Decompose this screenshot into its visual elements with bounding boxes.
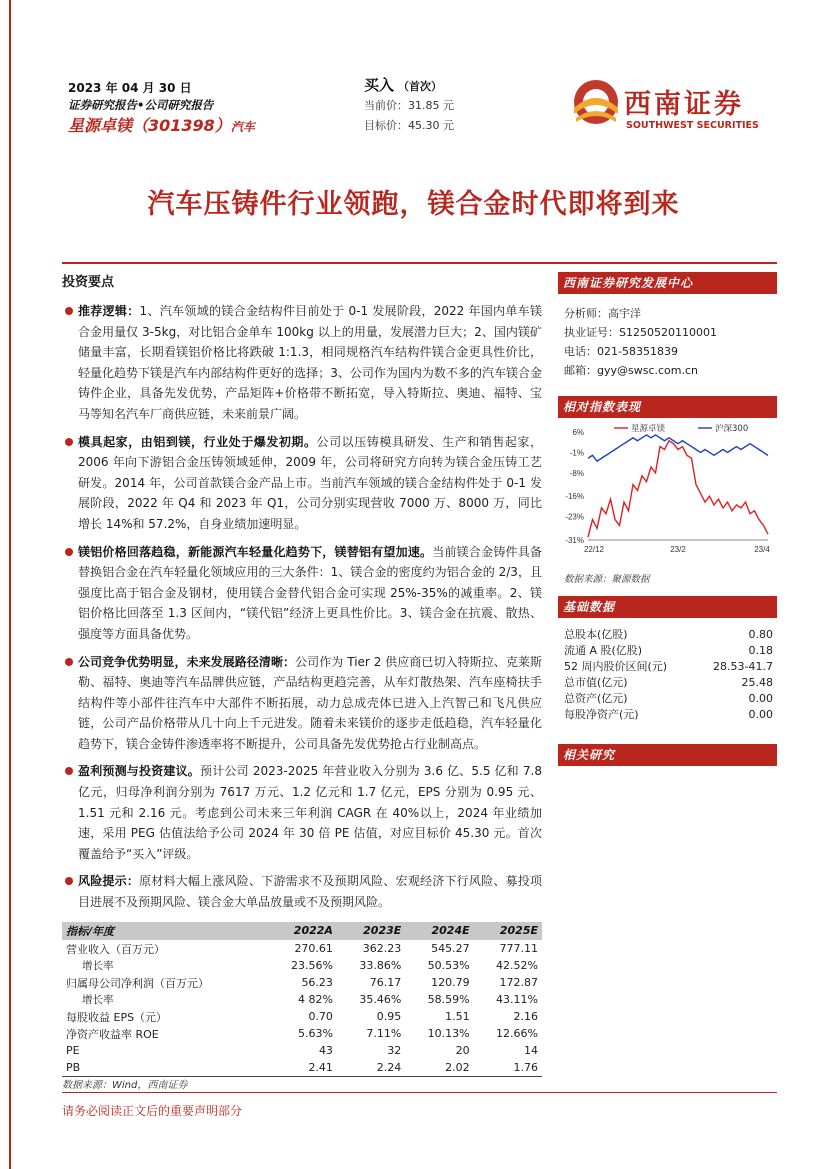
cell: 20 [455, 1044, 470, 1057]
logo-en-text: SOUTHWEST SECURITIES [626, 120, 759, 131]
cell: 270.61 [294, 942, 333, 956]
cell: 43.11% [496, 993, 538, 1006]
cell: 545.27 [431, 942, 470, 956]
cell: 7.11% [366, 1027, 402, 1040]
table-row [62, 1042, 542, 1059]
bullet-earnings-forecast: 盈利预测与投资建议。预计公司 2023-2025 年营业收入分别为 3.6 亿、5.5 亿和 7.8 亿元，归母净利润分别为 7617 万元、1.2 亿元和 1.7 亿元，EPS 分别为 0.95 元、1.51 元和 2.16 元。考虑到公司未来三年利润 CAGR 在 40%以上，2024 年业绩加速，采用 PEG 估值法给予公司 2024 年 30 倍 PE 估值，对应目标价 45.30 元。首次覆盖给予“买入”评级。 [62, 761, 542, 864]
left-margin-rule [9, 0, 11, 1169]
rating-note: （首次） [398, 80, 443, 93]
cell: 0.95 [376, 1010, 402, 1023]
bullet-competitive-advantage: 公司竞争优势明显，未来发展路径清晰：公司作为 Tier 2 供应商已切入特斯拉、克莱斯勒、福特、奥迪等汽车品牌供应链，产品结构更趋完善，从车灯散热架、汽车座椅扶手结构件等小部件往汽车中大部件不断拓展，动力总成壳体已进入上汽智己和飞凡供应链，公司产品价格带从几十向上千元进发。随着未来镁价的逐步走低趋稳，汽车轻量化趋势下，镁合金铸件渗透率将不断提升，公司具备先发优势抢占行业制高点。 [62, 652, 542, 755]
bullet-dot-icon [65, 438, 73, 446]
basic-data-bar: 基础数据 [558, 596, 777, 618]
cell: 58.59% [427, 993, 470, 1006]
table-row [558, 690, 777, 706]
report-header [68, 80, 328, 138]
x-tick-label: 22/12 [583, 545, 605, 554]
company-logo [572, 76, 802, 136]
row-label: 每股收益 EPS（元） [66, 1010, 168, 1024]
cell: 12.66% [496, 1027, 538, 1040]
stock-title [68, 114, 328, 138]
table-row [558, 626, 777, 642]
bullet-dot-icon [65, 658, 73, 666]
x-tick-label: 23/2 [670, 545, 686, 554]
y-tick-label: 6% [572, 428, 584, 437]
basic-data-table [558, 626, 777, 722]
table-row [558, 706, 777, 722]
data-value: 0.00 [748, 691, 773, 705]
analyst-info [558, 294, 777, 380]
cell: 1.51 [445, 1010, 470, 1023]
bullet-risk-warning: 风险提示：原材料大幅上涨风险、下游需求不及预期风险、宏观经济下行风险、募投项目进展不及预期风险、镁合金大单品放量或不及预期风险。 [62, 871, 542, 912]
cell: 43 [318, 1044, 333, 1057]
table-row [62, 1059, 542, 1076]
column-header: 2024E [405, 922, 473, 940]
y-tick-label: -1% [569, 448, 584, 458]
data-value: 0.18 [748, 643, 773, 657]
analyst-cert: 执业证号：S1250520110001 [564, 326, 717, 339]
data-value: 25.48 [741, 675, 773, 689]
data-key: 流通 A 股(亿股) [564, 644, 643, 657]
table-row [558, 658, 777, 674]
report-date: 2023 年 04 月 30 日 [68, 81, 192, 95]
analyst-email[interactable]: 邮箱：gyy@swsc.com.cn [564, 364, 699, 377]
bullet-dot-icon [65, 307, 73, 315]
cell: 2.16 [513, 1010, 538, 1023]
data-value: 28.53-41.7 [713, 659, 773, 673]
cell: 4 82% [297, 993, 333, 1006]
related-research-bar: 相关研究 [558, 744, 777, 766]
current-price: 当前价：31.85 元 [364, 99, 454, 112]
y-tick-label: -16% [565, 492, 584, 502]
y-tick-label: -8% [569, 468, 584, 478]
analyst-phone: 电话：021-58351839 [564, 345, 678, 358]
x-tick-label: 23/4 [754, 545, 770, 554]
data-key: 总市值(亿元) [564, 676, 628, 689]
table-row [62, 1025, 542, 1042]
relative-index-bar: 相对指数表现 [558, 396, 777, 418]
cell: 1.76 [474, 1059, 542, 1076]
report-headline: 汽车压铸件行业领跑，镁合金时代即将到来 [147, 189, 680, 220]
cell: 120.79 [431, 976, 470, 989]
row-label: 净资产收益率 ROE [66, 1027, 159, 1041]
bullet-dot-icon [65, 877, 73, 885]
analyst-name: 分析师：高宇洋 [564, 307, 641, 320]
target-price: 目标价：45.30 元 [364, 119, 454, 132]
row-label: PB [62, 1059, 269, 1076]
cell: 50.53% [427, 959, 470, 972]
cell: 10.13% [427, 1027, 470, 1040]
data-value: 0.80 [748, 627, 773, 641]
sidebar [558, 272, 777, 766]
table-row [62, 940, 542, 957]
column-header: 2023E [337, 922, 405, 940]
cell: 23.56% [290, 959, 333, 972]
rating-value: 买入 [364, 76, 395, 94]
bullet-recommendation-logic: 推荐逻辑：1、汽车领域的镁合金结构件目前处于 0-1 发展阶段，2022 年国内单车镁合金用量仅 3-5kg，对比铝合金单车 100kg 以上的用量，发展潜力巨大；2、国内镁矿储量丰富，长期看镁铝价格比将跌破 1:1.3，相同规格汽车结构件镁合金更具性价比，轻量化趋势下镁是汽车内部结构件更好的选择；3、公司作为国内为数不多的汽车镁合金铸件企业，具备先发优势，产品矩阵+价格带不断拓宽，导入特斯拉、奥迪、福特、宝马等知名汽车厂商供应链，未来前景广阔。 [62, 301, 542, 425]
relative-index-chart [558, 422, 777, 572]
stock-name: 星源卓镁（301398） [68, 116, 231, 135]
table-row [62, 957, 542, 974]
cell: 42.52% [496, 959, 538, 972]
bullet-dot-icon [65, 548, 73, 556]
forecast-source: 数据来源：Wind，西南证券 [62, 1080, 188, 1091]
data-key: 52 周内股价区间(元) [564, 660, 668, 673]
legend-label: 星源卓镁 [631, 424, 666, 434]
data-value: 0.00 [748, 707, 773, 721]
cell: 5.63% [297, 1027, 333, 1040]
cell: 35.46% [359, 993, 402, 1006]
top-divider [62, 262, 777, 264]
cell: 76.17 [369, 976, 402, 989]
table-row [558, 642, 777, 658]
cell: 0.70 [308, 1010, 333, 1023]
column-header: 2022A [269, 922, 337, 940]
column-header: 指标/年度 [62, 922, 269, 940]
bullet-magnesium-price: 镁铝价格回落趋稳，新能源汽车轻量化趋势下，镁替铝有望加速。当前镁合金铸件具备替换铝合金在汽车轻量化领域应用的三大条件：1、镁合金的密度约为铝合金的 2/3，且强度比高于铝合金及钢材，使用镁合金替代铝合金可实现 25%-35%的减重率。2、镁铝价格比回落至 1.3 区间内，“镁代铝”经济上更具性价比。3、镁合金在抗震、散热、强度等方面具备优势。 [62, 542, 542, 645]
cell: 777.11 [499, 942, 538, 956]
y-tick-label: -31% [565, 536, 584, 545]
series-line-index [588, 435, 768, 461]
cell: 362.23 [362, 942, 402, 956]
research-center-bar: 西南证券研究发展中心 [558, 272, 777, 294]
data-key: 总股本(亿股) [564, 628, 628, 641]
data-key: 每股净资产(元) [564, 708, 639, 721]
cell: 32 [387, 1044, 402, 1057]
row-label: 增长率 [82, 960, 114, 972]
series-line-stock [588, 441, 768, 537]
data-key: 总资产(亿元) [564, 692, 628, 705]
cell: 2.02 [405, 1059, 473, 1076]
report-type: 证券研究报告•公司研究报告 [68, 98, 214, 112]
relative-index-svg [558, 422, 777, 572]
cell: 33.86% [359, 959, 402, 972]
row-label: 增长率 [82, 994, 114, 1006]
forecast-table [62, 922, 542, 1077]
industry-label: 汽车 [230, 120, 255, 134]
table-row [62, 991, 542, 1008]
rating-block [364, 74, 524, 136]
cell: 2.41 [269, 1059, 337, 1076]
table-row [62, 1008, 542, 1025]
row-label: PE [66, 1044, 80, 1057]
investment-highlights [62, 272, 542, 913]
cell: 56.23 [301, 976, 333, 989]
disclaimer-footer[interactable]: 请务必阅读正文后的重要声明部分 [62, 1104, 243, 1118]
legend-label: 沪深300 [715, 424, 749, 434]
section-title: 投资要点 [62, 275, 115, 290]
forecast-header-row [62, 922, 542, 940]
row-label: 营业收入（百万元） [66, 942, 165, 956]
table-row [558, 674, 777, 690]
y-tick-label: -23% [565, 512, 584, 522]
logo-emblem-icon [572, 78, 620, 134]
cell: 14 [524, 1044, 538, 1057]
row-label: 归属母公司净利润（百万元） [66, 976, 209, 990]
bullet-company-origin: 模具起家，由铝到镁，行业处于爆发初期。公司以压铸模具研发、生产和销售起家，2006 年向下游铝合金压铸领域延伸，2009 年，公司将研究方向转为镁合金压铸工艺研发。2014 年，公司首款镁合金产品上市。当前汽车领域的镁合金结构件处于 0-1 发展阶段，2022 年 Q4 和 2023 年 Q1，公司分别实现营收 7000 万、8000 万，同比增长 14%和 57.2%，自身业绩加速明显。 [62, 432, 542, 535]
bullet-dot-icon [65, 767, 73, 775]
column-header: 2025E [474, 922, 542, 940]
cell: 2.24 [337, 1059, 405, 1076]
chart-source: 数据来源：聚源数据 [564, 574, 650, 585]
bottom-divider [62, 1092, 777, 1093]
cell: 172.87 [499, 976, 538, 989]
table-row [62, 974, 542, 991]
logo-cn-text: 西南证券 [624, 89, 744, 120]
